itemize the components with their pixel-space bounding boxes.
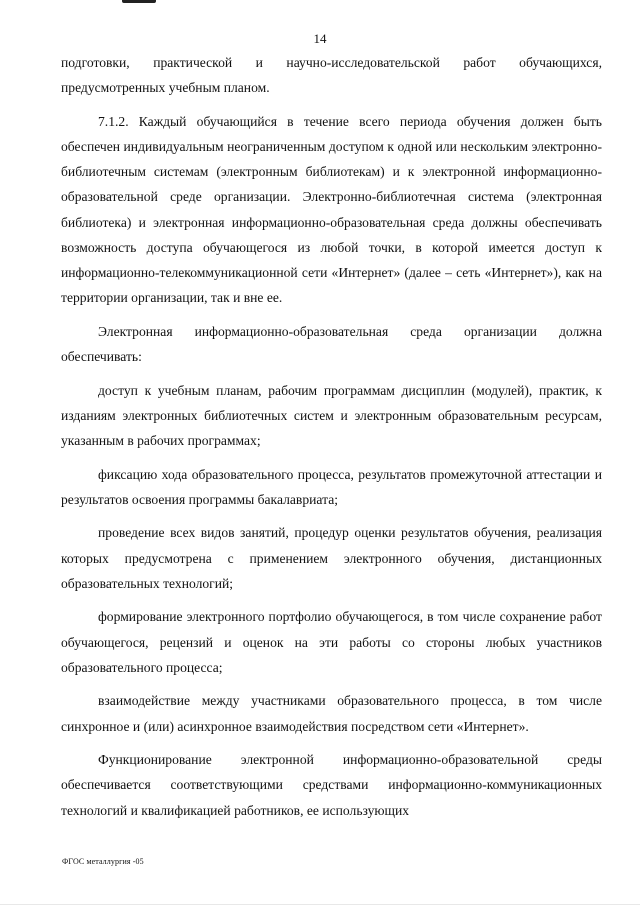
page-number: 14 [313,31,327,46]
paragraph-list-item-interaction: взаимодействие между участниками образовательного процесса, в том числе синхронное и (или) асинхронное взаимодействия посредством сети «Интернет». [61,693,602,734]
paragraph-functioning: Функционирование электронной информационно-образовательной среды обеспечивается соответствующими средствами информационно-коммуникационных технологий и квалификацией работников, ее использующих [61,752,602,818]
paragraph-list-item-recording: фиксацию хода образовательного процесса, результатов промежуточной аттестации и результатов освоения программы бакалавриата; [61,466,602,507]
paragraph-list-item-portfolio: формирование электронного портфолио обучающегося, в том числе сохранение работ обучающегося, рецензий и оценок на эти работы со стороны любых участников образовательного процесса; [61,609,602,675]
paragraph-list-item-classes: проведение всех видов занятий, процедур оценки результатов обучения, реализация которых предусмотрена с применением электронного обучения, дистанционных образовательных технологий; [61,525,602,591]
paragraph-continuation: подготовки, практической и научно-исследовательской работ обучающихся, предусмотренных учебным планом. [61,55,602,96]
scan-mark [122,0,156,3]
paragraph-list-item-access: доступ к учебным планам, рабочим программам дисциплин (модулей), практик, к изданиям электронных библиотечных систем и электронным образовательным ресурсам, указанным в рабочих программах; [61,382,602,449]
paragraph-environment-intro: Электронная информационно-образовательная среда организации должна обеспечивать: [61,323,602,365]
document-body [61,50,602,831]
paragraph-7-1-2: 7.1.2. Каждый обучающийся в течение всего периода обучения должен быть обеспечен индивидуальным неограниченным доступом к одной или нескольким электронно-библиотечным системам (электронным библиотекам) и к электронной информационно-образовательной среде организации. Электронно-библиотечная система (электронная библиотека) и электронная информационно-образовательная среда должны обеспечивать возможность доступа обучающегося из любой точки, в которой имеется доступ к информационно-телекоммуникационной сети «Интернет» (далее – сеть «Интернет»), как на территории организации, так и вне ее. [61,113,602,306]
footer-code: ФГОС металлургия -05 [62,857,144,866]
